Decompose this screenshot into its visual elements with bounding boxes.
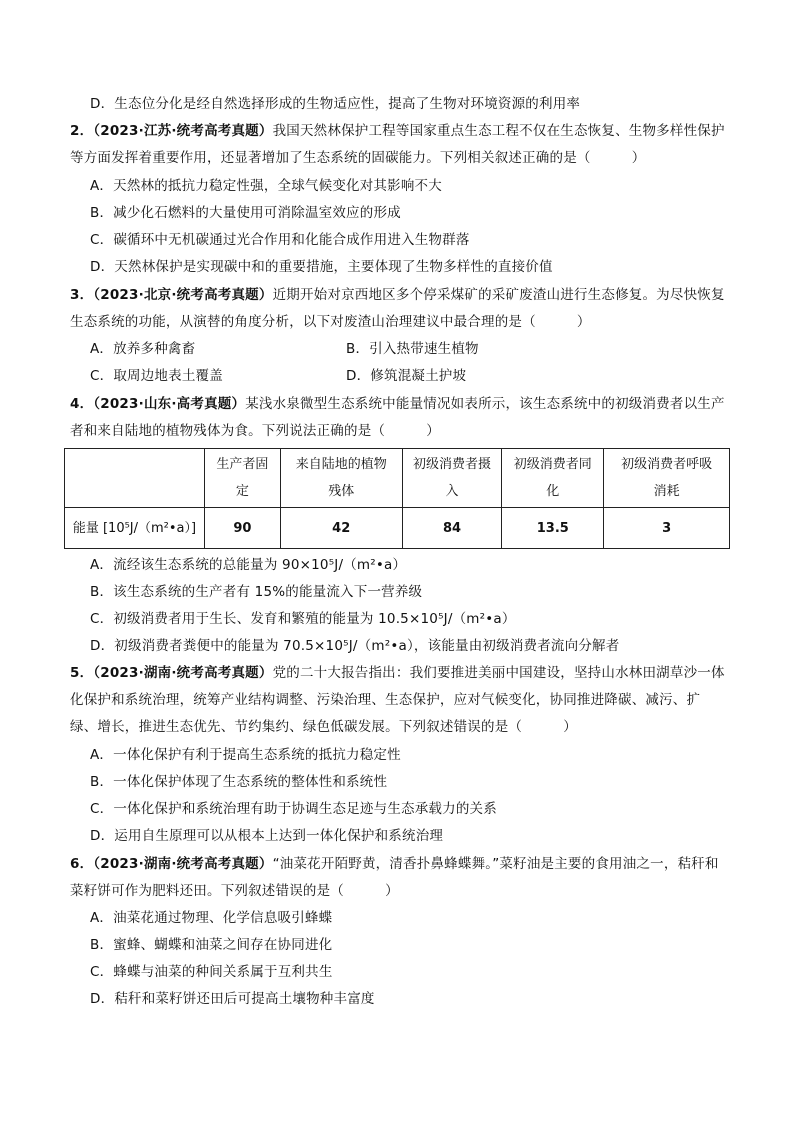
q6-source: （2023·湖南·统考高考真题）	[93, 856, 273, 872]
q4-option-a: A．流经该生态系统的总能量为 90×10⁵J/（m²•a）	[90, 557, 407, 573]
q5-source: （2023·湖南·统考高考真题）	[93, 665, 273, 681]
q3-option-c: C．取周边地表土覆盖	[90, 368, 223, 384]
q3-stem-line-1	[70, 286, 725, 304]
q5-stem-line-2: 化保护和系统治理，统筹产业结构调整、污染治理、生态保护，应对气候变化，协同推进降碳、减污、扩	[70, 692, 701, 708]
q3-option-d: D．修筑混凝土护坡	[346, 368, 467, 384]
q6-option-b: B．蜜蜂、蝴蝶和油菜之间存在协同进化	[90, 937, 333, 953]
q6-number: 6．	[70, 856, 94, 872]
q1-option-d: D．生态位分化是经自然选择形成的生物适应性，提高了生物对环境资源的利用率	[90, 96, 581, 112]
q5-stem-line-3: 绿、增长，推进生态优先、节约集约、绿色低碳发展。下列叙述错误的是（ ）	[70, 719, 577, 735]
q2-option-b: B．减少化石燃料的大量使用可消除温室效应的形成	[90, 205, 401, 221]
q3-stem-text: 近期开始对京西地区多个停采煤矿的采矿废渣山进行生态修复。为尽快恢复	[272, 287, 725, 303]
q2-option-c: C．碳循环中无机碳通过光合作用和化能合成作用进入生物群落	[90, 232, 470, 248]
q2-source: （2023·江苏·统考高考真题）	[93, 123, 273, 139]
q4-option-c: C．初级消费者用于生长、发育和繁殖的能量为 10.5×10⁵J/（m²•a）	[90, 611, 516, 627]
q3-option-a: A．放养多种禽畜	[90, 341, 196, 357]
q2-stem-line-1	[70, 122, 725, 140]
table-cell: 90	[204, 508, 280, 549]
table-header-cell: 初级消费者同 化	[502, 449, 604, 508]
q3-number: 3．	[70, 287, 94, 303]
q5-option-c: C．一体化保护和系统治理有助于协调生态足迹与生态承载力的关系	[90, 801, 497, 817]
q4-number: 4．	[70, 396, 94, 412]
q3-stem-line-2: 生态系统的功能，从演替的角度分析，以下对废渣山治理建议中最合理的是（ ）	[70, 314, 591, 330]
q2-number: 2．	[70, 123, 94, 139]
q6-stem-text: “油菜花开陌野黄，清香扑鼻蜂蝶舞。”菜籽油是主要的食用油之一，秸秆和	[272, 856, 719, 872]
q6-option-a: A．油菜花通过物理、化学信息吸引蜂蝶	[90, 910, 333, 926]
table-header-cell-empty	[65, 449, 205, 508]
table-header-cell: 初级消费者呼吸 消耗	[604, 449, 730, 508]
q2-stem-text: 我国天然林保护工程等国家重点生态工程不仅在生态恢复、生物多样性保护	[272, 123, 725, 139]
table-cell: 42	[280, 508, 402, 549]
q2-option-d: D．天然林保护是实现碳中和的重要措施，主要体现了生物多样性的直接价值	[90, 259, 553, 275]
q3-option-b: B．引入热带速生植物	[346, 341, 479, 357]
table-row-label: 能量 [10⁵J/（m²•a）]	[65, 508, 205, 549]
q6-option-c: C．蜂蝶与油菜的种间关系属于互利共生	[90, 964, 333, 980]
table-cell: 84	[402, 508, 502, 549]
q2-stem-line-2: 等方面发挥着重要作用，还显著增加了生态系统的固碳能力。下列相关叙述正确的是（ ）	[70, 150, 646, 166]
q5-stem-line-1	[70, 664, 725, 682]
table-header-row	[65, 449, 730, 508]
q5-number: 5．	[70, 665, 94, 681]
q4-option-b: B．该生态系统的生产者有 15%的能量流入下一营养级	[90, 584, 423, 600]
table-row	[65, 508, 730, 549]
energy-table	[64, 448, 730, 549]
table-cell: 13.5	[502, 508, 604, 549]
q4-option-d: D．初级消费者粪便中的能量为 70.5×10⁵J/（m²•a），该能量由初级消费者流向分解者	[90, 638, 620, 654]
q2-option-a: A．天然林的抵抗力稳定性强，全球气候变化对其影响不大	[90, 178, 442, 194]
table-header-cell: 生产者固 定	[204, 449, 280, 508]
q4-stem-text: 某浅水泉微型生态系统中能量情况如表所示，该生态系统中的初级消费者以生产	[245, 396, 725, 412]
q6-stem-line-1	[70, 855, 719, 873]
q5-option-a: A．一体化保护有利于提高生态系统的抵抗力稳定性	[90, 747, 401, 763]
q5-option-d: D．运用自生原理可以从根本上达到一体化保护和系统治理	[90, 828, 444, 844]
q6-option-d: D．秸秆和菜籽饼还田后可提高土壤物种丰富度	[90, 991, 375, 1007]
table-cell: 3	[604, 508, 730, 549]
q3-source: （2023·北京·统考高考真题）	[93, 287, 273, 303]
q4-stem-line-1	[70, 395, 725, 413]
q4-source: （2023·山东·高考真题）	[93, 396, 246, 412]
q5-option-b: B．一体化保护体现了生态系统的整体性和系统性	[90, 774, 388, 790]
q6-stem-line-2: 菜籽饼可作为肥料还田。下列叙述错误的是（ ）	[70, 883, 399, 899]
q5-stem-text: 党的二十大报告指出：我们要推进美丽中国建设，坚持山水林田湖草沙一体	[272, 665, 725, 681]
table-header-cell: 初级消费者摄 入	[402, 449, 502, 508]
q4-stem-line-2: 者和来自陆地的植物残体为食。下列说法正确的是（ ）	[70, 423, 440, 439]
table-header-cell: 来自陆地的植物 残体	[280, 449, 402, 508]
